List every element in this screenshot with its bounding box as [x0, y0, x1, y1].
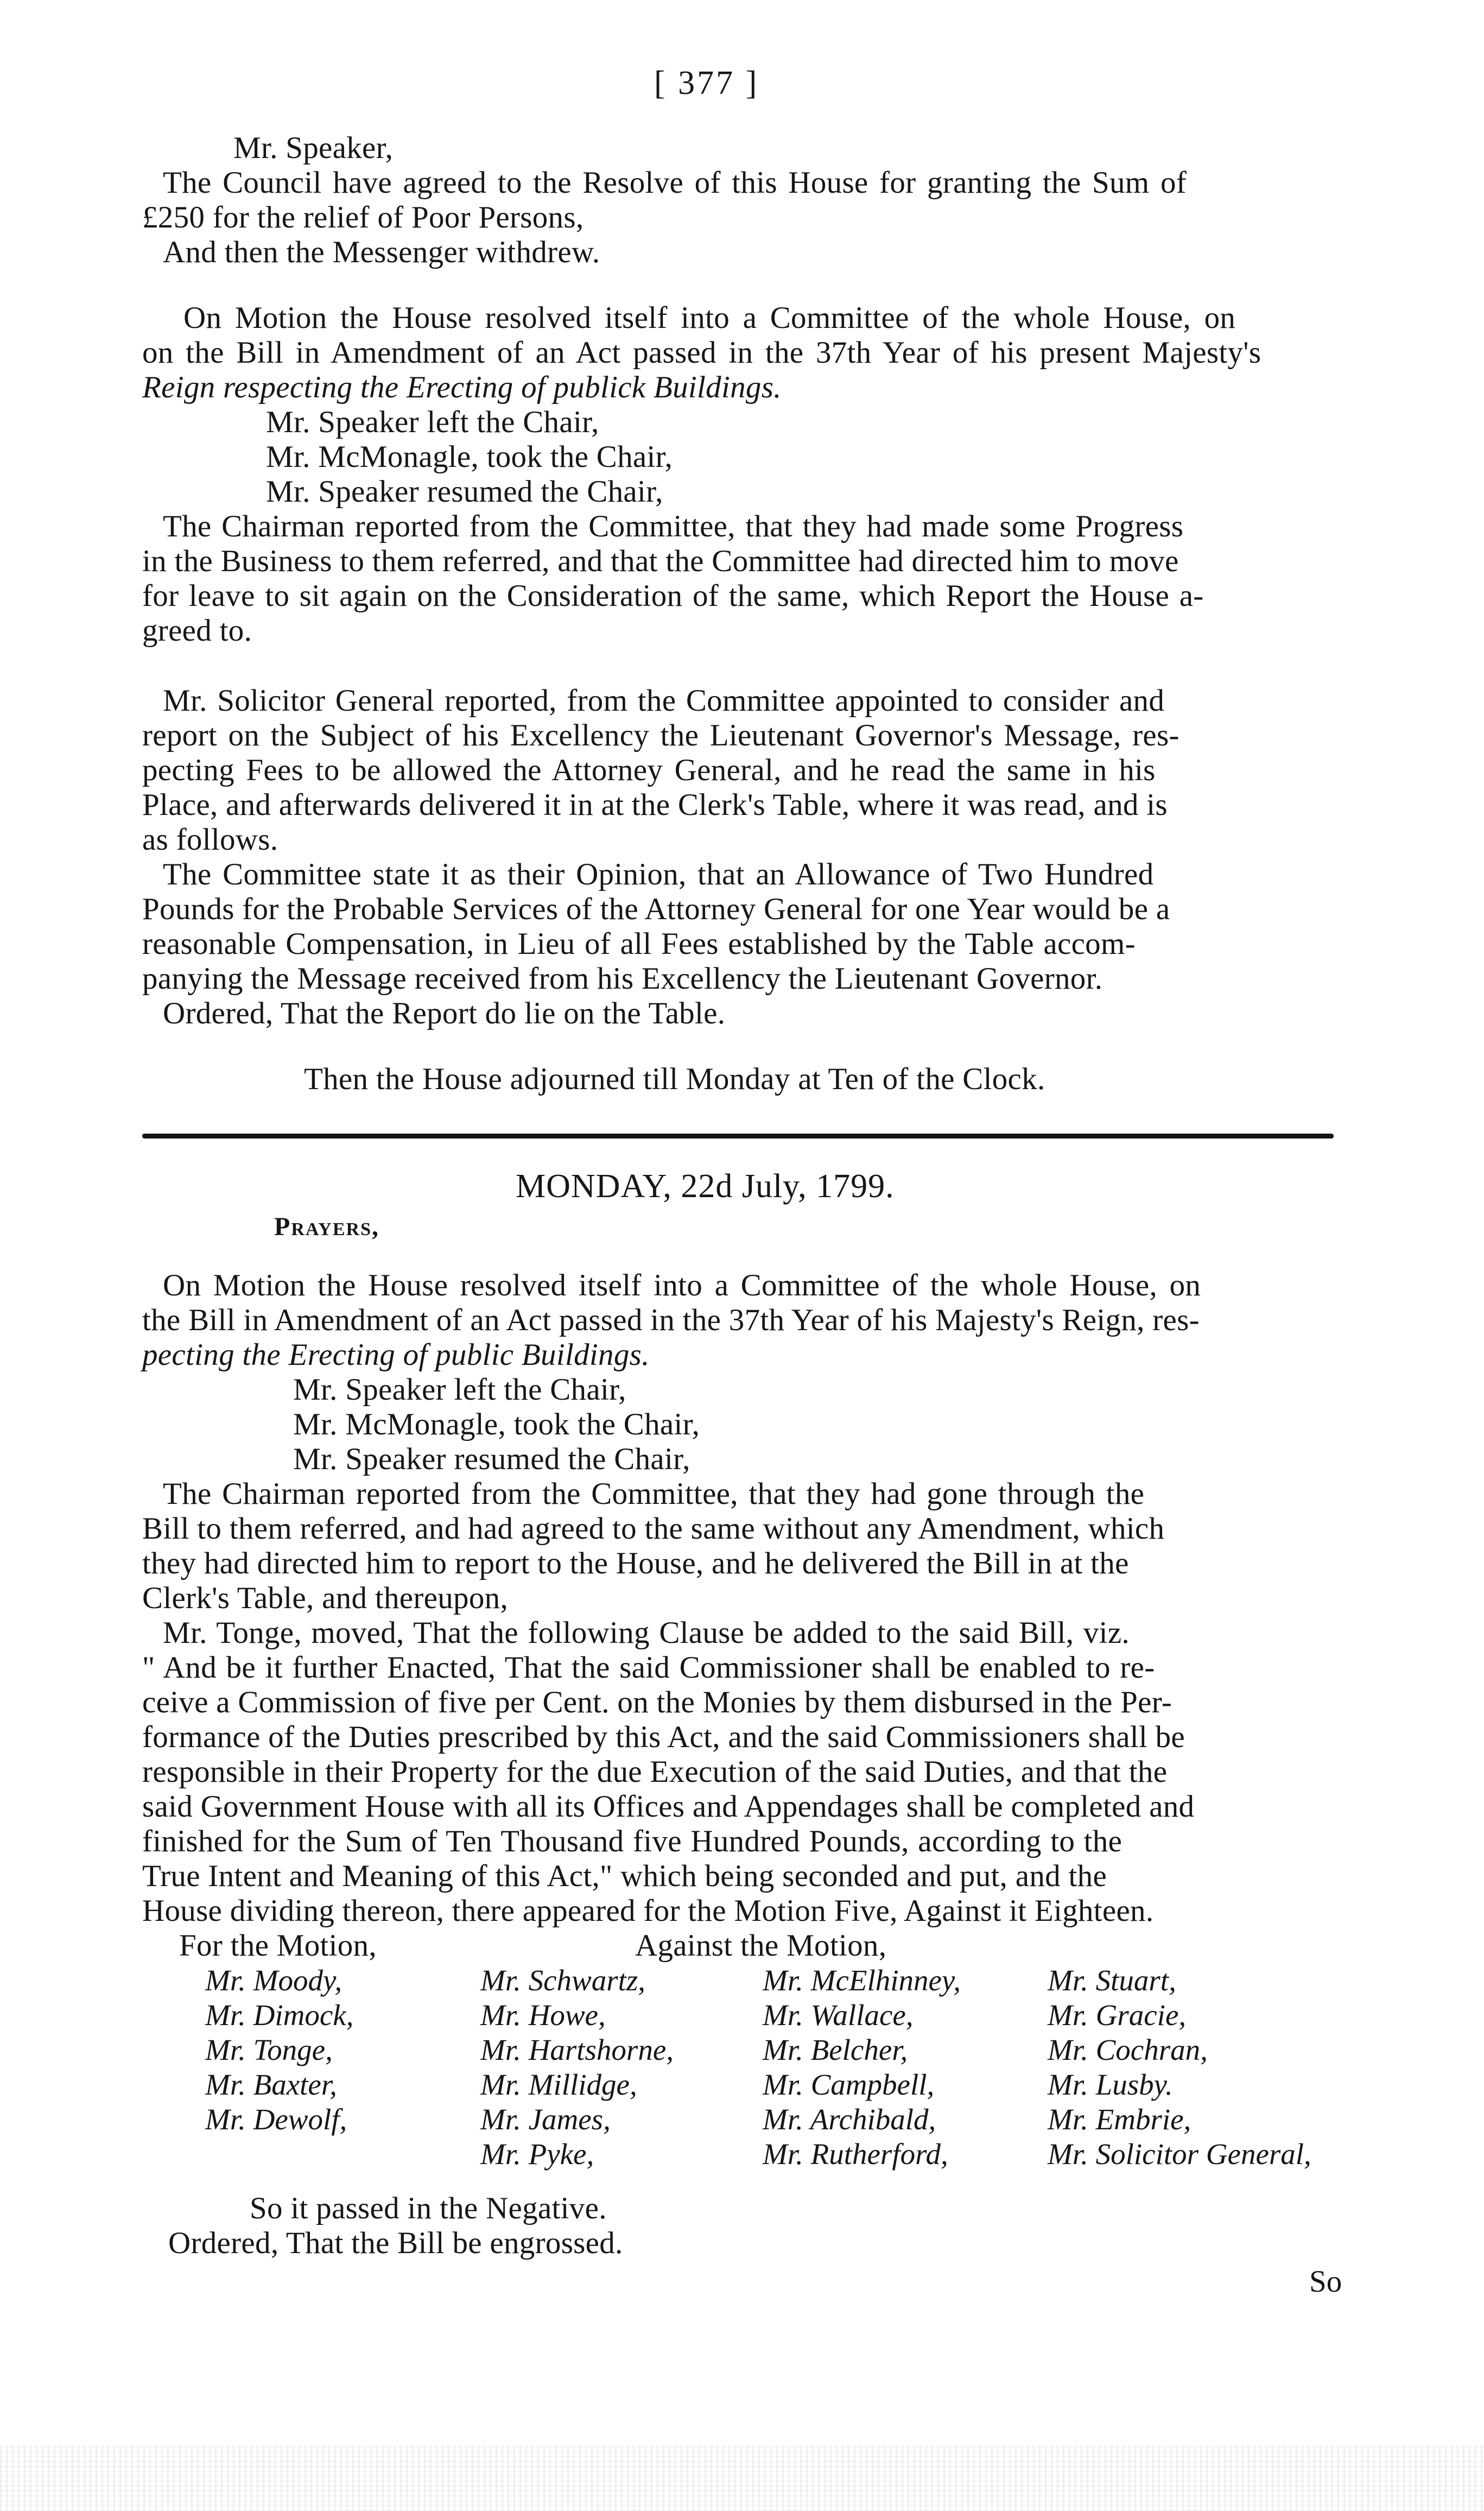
- text-line: greed to.: [142, 613, 252, 648]
- text-line: responsible in their Property for the due Execution of the said Duties, and that the: [142, 1755, 1168, 1789]
- section-divider: [142, 1134, 1334, 1139]
- text-line: £250 for the relief of Poor Persons,: [142, 200, 584, 235]
- text-line: Ordered, That the Report do lie on the Table.: [163, 996, 726, 1030]
- text-line: Mr. McMonagle, took the Chair,: [266, 440, 673, 474]
- vote-name: Mr. Howe,: [480, 1998, 606, 2032]
- text-line: Mr. Speaker left the Chair,: [266, 405, 599, 439]
- vote-name: Mr. Cochran,: [1048, 2033, 1208, 2066]
- vote-name: Mr. Wallace,: [763, 1998, 914, 2032]
- vote-name: Mr. Gracie,: [1048, 1998, 1187, 2032]
- vote-name: Mr. Hartshorne,: [480, 2033, 674, 2066]
- text-line: The Chairman reported from the Committee, that they had made some Progress: [163, 509, 1184, 543]
- text-line: So it passed in the Negative.: [250, 2191, 607, 2225]
- text-line: in the Business to them referred, and that the Committee had directed him to move: [142, 544, 1179, 578]
- text-line: said Government House with all its Offices and Appendages shall be completed and: [142, 1789, 1195, 1824]
- text-line: pecting the Erecting of public Buildings.: [142, 1338, 650, 1372]
- vote-name: Mr. James,: [480, 2103, 611, 2136]
- text-line: they had directed him to report to the House, and he delivered the Bill in at the: [142, 1546, 1129, 1580]
- vote-name: Mr. Archibald,: [763, 2103, 936, 2136]
- vote-name: Mr. Rutherford,: [763, 2137, 948, 2171]
- text-line: Mr. McMonagle, took the Chair,: [293, 1407, 700, 1441]
- text-line: On Motion the House resolved itself into a Committee of the whole House, on: [163, 1268, 1201, 1302]
- text-line: the Bill in Amendment of an Act passed in the 37th Year of his Majesty's Reign, res-: [142, 1303, 1200, 1337]
- text-line: Mr. Speaker left the Chair,: [293, 1372, 626, 1407]
- day-heading: MONDAY, 22d July, 1799.: [516, 1168, 895, 1205]
- paper-edge-texture: [0, 2446, 1484, 2511]
- text-line: The Council have agreed to the Resolve of this House for granting the Sum of: [163, 166, 1187, 200]
- text-line: Bill to them referred, and had agreed to the same without any Amendment, which: [142, 1511, 1165, 1546]
- vote-name: Mr. Baxter,: [205, 2068, 337, 2101]
- vote-name: Mr. Tonge,: [205, 2033, 333, 2066]
- text-line: formance of the Duties prescribed by this Act, and the said Commissioners shall be: [142, 1720, 1185, 1754]
- vote-name: Mr. Dimock,: [205, 1998, 354, 2032]
- prayers-label: Prayers,: [274, 1212, 380, 1241]
- vote-name: Mr. Pyke,: [480, 2137, 594, 2171]
- text-line: True Intent and Meaning of this Act," which being seconded and put, and the: [142, 1859, 1107, 1893]
- catchword: So: [1309, 2265, 1342, 2299]
- text-line: On Motion the House resolved itself into a Committee of the whole House, on: [183, 301, 1236, 335]
- vote-name: Mr. Belcher,: [763, 2033, 908, 2066]
- text-line: for leave to sit again on the Consideration of the same, which Report the House a-: [142, 579, 1204, 613]
- text-line: " And be it further Enacted, That the said Commissioner shall be enabled to re-: [142, 1650, 1155, 1685]
- text-line: panying the Message received from his Excellency the Lieutenant Governor.: [142, 962, 1103, 996]
- text-line: report on the Subject of his Excellency the Lieutenant Governor's Message, res-: [142, 718, 1179, 752]
- vote-name: Mr. Moody,: [205, 1964, 343, 1997]
- vote-name: Mr. Millidge,: [480, 2068, 637, 2101]
- vote-name: Mr. Schwartz,: [480, 1964, 646, 1997]
- vote-name: Mr. Lusby.: [1048, 2068, 1173, 2101]
- vote-name: Mr. Stuart,: [1048, 1964, 1176, 1997]
- text-line: Mr. Tonge, moved, That the following Clause be added to the said Bill, viz.: [163, 1616, 1130, 1650]
- vote-name: Mr. Solicitor General,: [1048, 2137, 1311, 2171]
- vote-name: Mr. Embrie,: [1048, 2103, 1191, 2136]
- text-line: House dividing thereon, there appeared for the Motion Five, Against it Eighteen.: [142, 1894, 1154, 1928]
- text-line: Reign respecting the Erecting of publick Buildings.: [142, 370, 782, 404]
- text-line: on the Bill in Amendment of an Act passed in the 37th Year of his present Majesty's: [142, 336, 1261, 370]
- text-line: as follows.: [142, 823, 278, 857]
- vote-name: Mr. McElhinney,: [763, 1964, 961, 1997]
- text-line: And then the Messenger withdrew.: [163, 235, 600, 269]
- for-motion-label: For the Motion,: [179, 1928, 377, 1963]
- text-line: reasonable Compensation, in Lieu of all Fees established by the Table accom-: [142, 927, 1136, 961]
- text-line: Then the House adjourned till Monday at Ten of the Clock.: [304, 1062, 1045, 1096]
- vote-name: Mr. Campbell,: [763, 2068, 935, 2101]
- text-line: ceive a Commission of five per Cent. on the Monies by them disbursed in the Per-: [142, 1685, 1172, 1719]
- vote-name: Mr. Dewolf,: [205, 2103, 347, 2136]
- text-line: finished for the Sum of Ten Thousand five Hundred Pounds, according to the: [142, 1824, 1122, 1858]
- text-line: Pounds for the Probable Services of the Attorney General for one Year would be a: [142, 892, 1170, 926]
- page-number: [ 377 ]: [654, 65, 759, 102]
- text-line: Mr. Solicitor General reported, from the Committee appointed to consider and: [163, 684, 1165, 718]
- text-line: Mr. Speaker,: [233, 131, 394, 165]
- text-line: The Chairman reported from the Committee, that they had gone through the: [163, 1477, 1145, 1511]
- text-line: Clerk's Table, and thereupon,: [142, 1581, 508, 1615]
- text-line: Ordered, That the Bill be engrossed.: [168, 2226, 623, 2260]
- text-line: Place, and afterwards delivered it in at the Clerk's Table, where it was read, and is: [142, 788, 1168, 822]
- against-motion-label: Against the Motion,: [635, 1928, 887, 1963]
- text-line: Mr. Speaker resumed the Chair,: [293, 1442, 690, 1476]
- text-line: Mr. Speaker resumed the Chair,: [266, 475, 663, 509]
- text-line: pecting Fees to be allowed the Attorney General, and he read the same in his: [142, 753, 1156, 787]
- text-line: The Committee state it as their Opinion, that an Allowance of Two Hundred: [163, 857, 1154, 891]
